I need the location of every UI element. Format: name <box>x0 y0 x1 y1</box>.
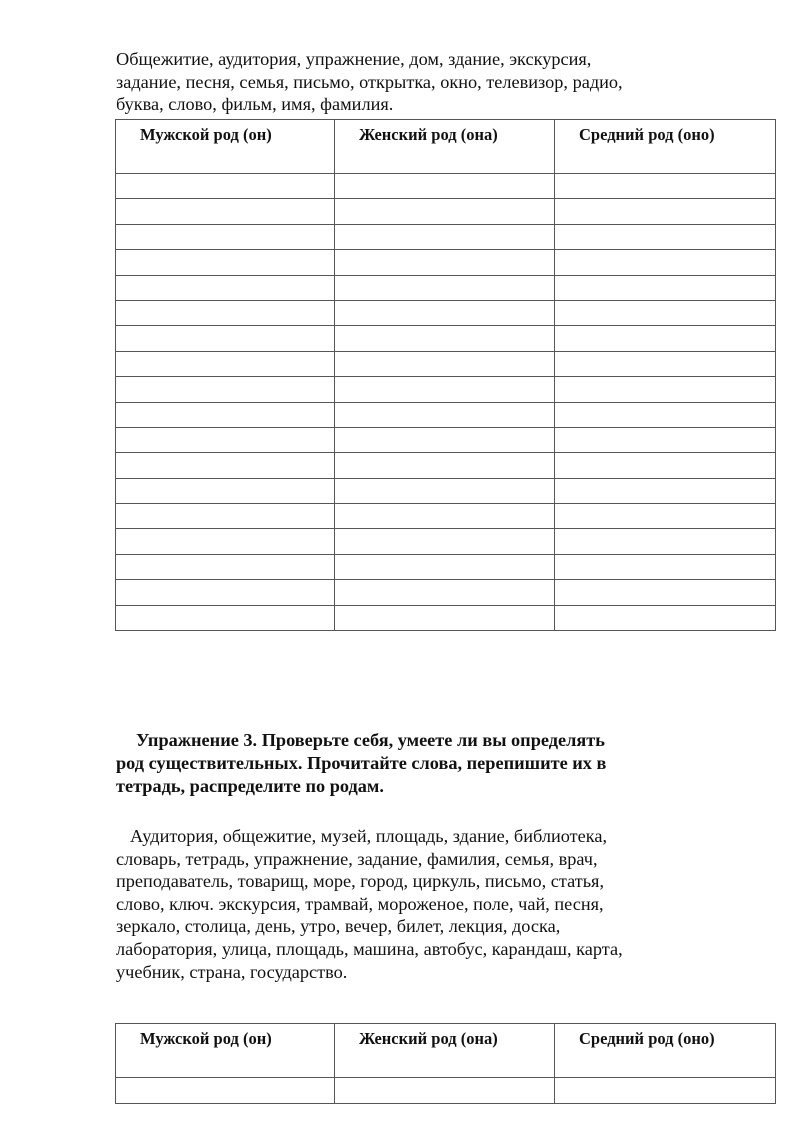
table-cell[interactable] <box>116 554 335 579</box>
heading-line: род существительных. Прочитайте слова, перепишите их в <box>116 753 607 773</box>
table-cell[interactable] <box>555 605 776 630</box>
table-cell[interactable] <box>555 580 776 605</box>
table-cell[interactable] <box>335 554 555 579</box>
table-cell[interactable] <box>335 605 555 630</box>
table-cell[interactable] <box>335 250 555 275</box>
table-cell[interactable] <box>116 326 335 351</box>
table-cell[interactable] <box>116 1078 335 1104</box>
header-masculine: Мужской род (он) <box>116 1024 335 1078</box>
table-cell[interactable] <box>116 351 335 376</box>
table-header-row <box>116 120 776 174</box>
table-cell[interactable] <box>335 402 555 427</box>
intro-line: буква, слово, фильм, имя, фамилия. <box>116 94 394 115</box>
table-cell[interactable] <box>335 300 555 325</box>
table-row <box>116 300 776 325</box>
table-cell[interactable] <box>555 300 776 325</box>
word-list-line: слово, ключ. экскурсия, трамвай, мороженое, поле, чай, песня, <box>116 893 604 914</box>
table-cell[interactable] <box>335 275 555 300</box>
table-cell[interactable] <box>116 427 335 452</box>
table-cell[interactable] <box>116 605 335 630</box>
table-row <box>116 199 776 224</box>
table-cell[interactable] <box>335 529 555 554</box>
table-cell[interactable] <box>116 174 335 199</box>
table-row <box>116 351 776 376</box>
word-list-line: зеркало, столица, день, утро, вечер, билет, лекция, доска, <box>116 916 561 937</box>
table-cell[interactable] <box>116 224 335 249</box>
table-cell[interactable] <box>335 174 555 199</box>
table-cell[interactable] <box>116 250 335 275</box>
table-cell[interactable] <box>555 351 776 376</box>
table-cell[interactable] <box>555 427 776 452</box>
table-cell[interactable] <box>335 199 555 224</box>
table-row <box>116 504 776 529</box>
word-list-line: лаборатория, улица, площадь, машина, автобус, карандаш, карта, <box>116 938 623 959</box>
table-row <box>116 427 776 452</box>
table-row <box>116 224 776 249</box>
table-cell[interactable] <box>335 427 555 452</box>
word-list-line: преподаватель, товарищ, море, город, циркуль, письмо, статья, <box>116 871 605 892</box>
table-cell[interactable] <box>335 478 555 503</box>
table-row <box>116 554 776 579</box>
table-cell[interactable] <box>335 326 555 351</box>
intro-word-list <box>116 48 623 116</box>
table-row <box>116 478 776 503</box>
table-cell[interactable] <box>116 504 335 529</box>
table-cell[interactable] <box>555 275 776 300</box>
table-row <box>116 402 776 427</box>
table-cell[interactable] <box>555 554 776 579</box>
gender-table-1 <box>115 119 776 631</box>
intro-line: задание, песня, семья, письмо, открытка, окно, телевизор, радио, <box>116 71 623 92</box>
table-header-row <box>116 1024 776 1078</box>
table-row <box>116 275 776 300</box>
table-cell[interactable] <box>116 199 335 224</box>
table-row <box>116 453 776 478</box>
table-cell[interactable] <box>116 580 335 605</box>
table-cell[interactable] <box>555 402 776 427</box>
table-cell[interactable] <box>335 1078 555 1104</box>
table-cell[interactable] <box>555 250 776 275</box>
table-row <box>116 605 776 630</box>
table-cell[interactable] <box>555 224 776 249</box>
table-row <box>116 174 776 199</box>
table-cell[interactable] <box>555 377 776 402</box>
table-cell[interactable] <box>116 275 335 300</box>
table-cell[interactable] <box>335 377 555 402</box>
table-cell[interactable] <box>335 504 555 529</box>
header-masculine: Мужской род (он) <box>116 120 335 174</box>
table-cell[interactable] <box>555 174 776 199</box>
table-cell[interactable] <box>116 529 335 554</box>
word-list-line: Аудитория, общежитие, музей, площадь, здание, библиотека, <box>130 826 608 846</box>
table-cell[interactable] <box>555 326 776 351</box>
heading-line: тетрадь, распределите по родам. <box>116 776 384 796</box>
word-list-line: учебник, страна, государство. <box>116 961 348 982</box>
table-cell[interactable] <box>116 402 335 427</box>
header-neuter: Средний род (оно) <box>555 1024 776 1078</box>
exercise-3-heading <box>116 729 606 798</box>
header-neuter: Средний род (оно) <box>555 120 776 174</box>
table-cell[interactable] <box>116 478 335 503</box>
table-row <box>116 326 776 351</box>
intro-line: Общежитие, аудитория, упражнение, дом, здание, экскурсия, <box>116 49 592 69</box>
heading-line: Упражнение 3. Проверьте себя, умеете ли вы определять <box>136 730 605 750</box>
table-cell[interactable] <box>555 529 776 554</box>
table-row <box>116 580 776 605</box>
table-cell[interactable] <box>335 351 555 376</box>
table-cell[interactable] <box>555 453 776 478</box>
table-cell[interactable] <box>116 453 335 478</box>
table-row <box>116 250 776 275</box>
table-cell[interactable] <box>555 504 776 529</box>
table-cell[interactable] <box>335 224 555 249</box>
word-list-line: словарь, тетрадь, упражнение, задание, фамилия, семья, врач, <box>116 848 598 869</box>
table-cell[interactable] <box>555 478 776 503</box>
header-feminine: Женский род (она) <box>335 1024 555 1078</box>
table-cell[interactable] <box>335 453 555 478</box>
table-row <box>116 1078 776 1104</box>
header-feminine: Женский род (она) <box>335 120 555 174</box>
table-cell[interactable] <box>116 377 335 402</box>
table-row <box>116 377 776 402</box>
exercise-3-word-list <box>116 825 623 983</box>
table-cell[interactable] <box>335 580 555 605</box>
table-cell[interactable] <box>555 199 776 224</box>
table-row <box>116 529 776 554</box>
table-cell[interactable] <box>555 1078 776 1104</box>
gender-table-2 <box>115 1023 776 1104</box>
table-cell[interactable] <box>116 300 335 325</box>
